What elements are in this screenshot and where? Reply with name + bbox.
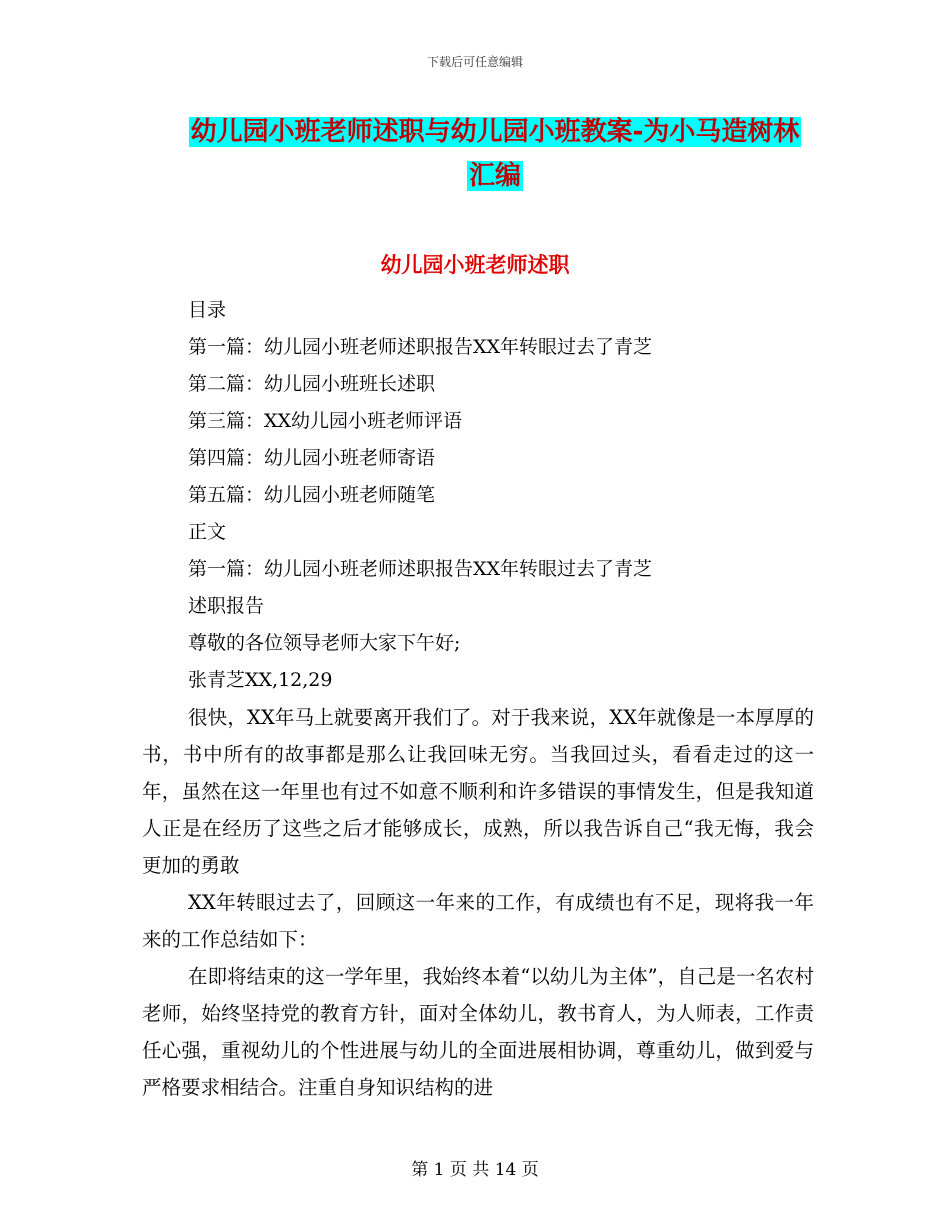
article-title: 第一篇：幼儿园小班老师述职报告XX年转眼过去了青芝	[188, 558, 653, 580]
report-label: 述职报告	[188, 595, 265, 617]
body-paragraph-2: XX年转眼过去了，回顾这一年来的工作，有成绩也有不足，现将我一年来的工作总结如下：	[142, 891, 814, 951]
document-title-line2: 汇编	[468, 161, 521, 191]
toc-item-3: 第三篇：XX幼儿园小班老师评语	[188, 410, 463, 432]
header-note: 下载后可任意编辑	[426, 55, 523, 69]
author-date: 张青芝XX,12,29	[188, 669, 333, 691]
toc-item-4: 第四篇：幼儿园小班老师寄语	[188, 447, 436, 469]
section-title: 幼儿园小班老师述职	[380, 253, 570, 277]
toc-item-2: 第二篇：幼儿园小班班长述职	[188, 373, 436, 395]
body-heading: 正文	[188, 521, 227, 543]
greeting: 尊敬的各位领导老师大家下午好;	[188, 632, 461, 654]
document-title	[140, 110, 850, 198]
toc-item-1: 第一篇：幼儿园小班老师述职报告XX年转眼过去了青芝	[188, 336, 653, 358]
page-footer: 第 1 页 共 14 页	[411, 1160, 539, 1180]
toc-heading: 目录	[188, 299, 227, 321]
body-paragraph-1: 很快，XX年马上就要离开我们了。对于我来说，XX年就像是一本厚厚的书，书中所有的故事都是那么让我回味无穷。当我回过头，看看走过的这一年，虽然在这一年里也有过不如意不顺利和许多错误的事情发生，但是我知道人正是在经历了这些之后才能够成长，成熟，所以我告诉自己“我无悔，我会更加的勇敢	[142, 706, 814, 877]
document-title-line1: 幼儿园小班老师述职与幼儿园小班教案-为小马造树林	[190, 117, 800, 147]
body-paragraph-3: 在即将结束的这一学年里，我始终本着“以幼儿为主体”，自己是一名农村老师，始终坚持党的教育方针，面对全体幼儿，教书育人，为人师表，工作责任心强，重视幼儿的个性进展与幼儿的全面进展相协调，尊重幼儿，做到爱与严格要求相结合。注重自身知识结构的进	[142, 965, 814, 1099]
toc-item-5: 第五篇：幼儿园小班老师随笔	[188, 484, 436, 506]
